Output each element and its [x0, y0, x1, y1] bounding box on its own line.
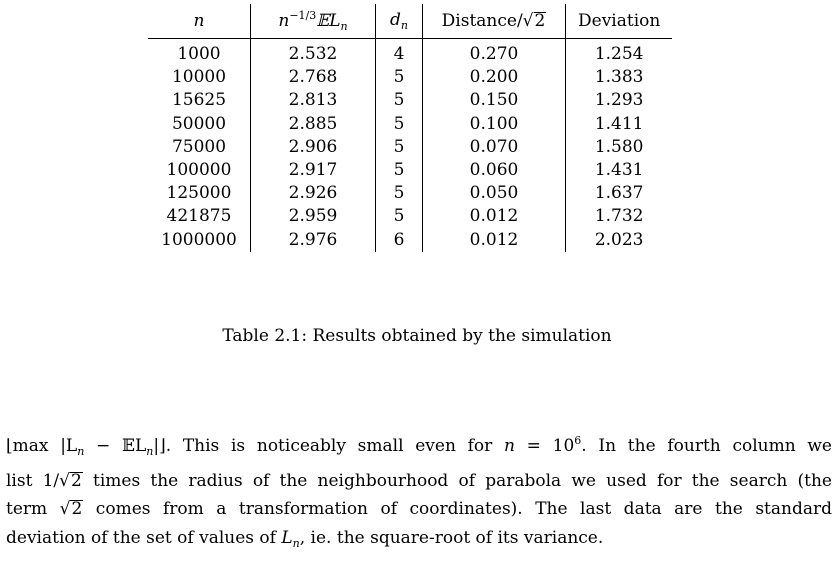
cell-deviation: 2.023 — [594, 229, 644, 250]
cell-n: 1000 — [148, 39, 251, 67]
cell-n: 1000000 — [148, 229, 251, 252]
cell-n: 50000 — [148, 113, 251, 136]
cell-d: 6 — [376, 229, 423, 252]
table-body — [148, 39, 672, 252]
cell-expected-length: 2.813 — [251, 89, 376, 112]
cell-expected-length: 2.976 — [251, 229, 376, 252]
header-n: n — [148, 4, 251, 39]
cell-distance: 0.100 — [423, 113, 566, 136]
paragraph-line-2: list 1/√2 times the radius of the neighbourhood of parabola we used for the search (the — [6, 470, 832, 491]
cell-distance: 0.050 — [423, 182, 566, 205]
table-row — [148, 39, 672, 67]
cell-d: 5 — [376, 136, 423, 159]
cell-expected-length: 2.885 — [251, 113, 376, 136]
cell-expected-length: 2.532 — [251, 39, 376, 67]
paragraph-line-3: term √2 comes from a transformation of coordinates). The last data are the standard — [6, 499, 832, 520]
cell-d: 4 — [376, 39, 423, 67]
cell-d: 5 — [376, 159, 423, 182]
cell-n: 125000 — [148, 182, 251, 205]
cell-distance: 0.012 — [423, 229, 566, 252]
table-caption: Table 2.1: Results obtained by the simulation — [222, 326, 612, 346]
cell-n: 421875 — [148, 205, 251, 228]
cell-expected-length: 2.768 — [251, 66, 376, 89]
header-deviation: Deviation — [566, 4, 673, 39]
table-row — [148, 159, 672, 182]
paragraph-line-1: ⌊max $|L_n$ − 𝔼L$_n$|⌋. This is noticeably small even for $n = 10^6$. In the fourth column we — [6, 434, 832, 458]
cell-expected-length: 2.906 — [251, 136, 376, 159]
cell-d: 5 — [376, 113, 423, 136]
table-row — [148, 136, 672, 159]
cell-deviation: 1.411 — [594, 113, 644, 134]
header-expected-length: $n^{-1/3}𝔼L_n$ — [251, 4, 376, 39]
table-row — [148, 229, 672, 252]
cell-n: 15625 — [148, 89, 251, 112]
table-row — [148, 182, 672, 205]
results-table — [148, 4, 672, 252]
paragraph-line-4: deviation of the set of values of $L_n$, ie. the square-root of its variance. — [6, 527, 604, 550]
cell-distance: 0.060 — [423, 159, 566, 182]
cell-n: 10000 — [148, 66, 251, 89]
cell-deviation: 1.254 — [594, 44, 644, 64]
cell-expected-length: 2.926 — [251, 182, 376, 205]
cell-distance: 0.070 — [423, 136, 566, 159]
cell-deviation: 1.431 — [594, 160, 644, 181]
cell-distance: 0.200 — [423, 66, 566, 89]
cell-d: 5 — [376, 205, 423, 228]
cell-deviation: 1.580 — [594, 136, 644, 157]
cell-deviation: 1.383 — [594, 67, 644, 88]
cell-distance: 0.270 — [423, 39, 566, 67]
cell-d: 5 — [376, 89, 423, 112]
cell-deviation: 1.732 — [594, 206, 644, 227]
cell-expected-length: 2.917 — [251, 159, 376, 182]
table-row — [148, 205, 672, 228]
table-row — [148, 66, 672, 89]
table-header-row — [148, 4, 672, 39]
cell-expected-length: 2.959 — [251, 205, 376, 228]
cell-distance: 0.150 — [423, 89, 566, 112]
table-row — [148, 113, 672, 136]
cell-deviation: 1.293 — [594, 90, 644, 111]
header-d: $d_n$ — [376, 4, 423, 39]
cell-n: 75000 — [148, 136, 251, 159]
cell-deviation: 1.637 — [594, 183, 644, 204]
cell-distance: 0.012 — [423, 205, 566, 228]
body-paragraph — [6, 427, 832, 558]
header-distance: Distance/√2 — [423, 4, 566, 39]
cell-d: 5 — [376, 182, 423, 205]
table-row — [148, 89, 672, 112]
cell-n: 100000 — [148, 159, 251, 182]
cell-d: 5 — [376, 66, 423, 89]
